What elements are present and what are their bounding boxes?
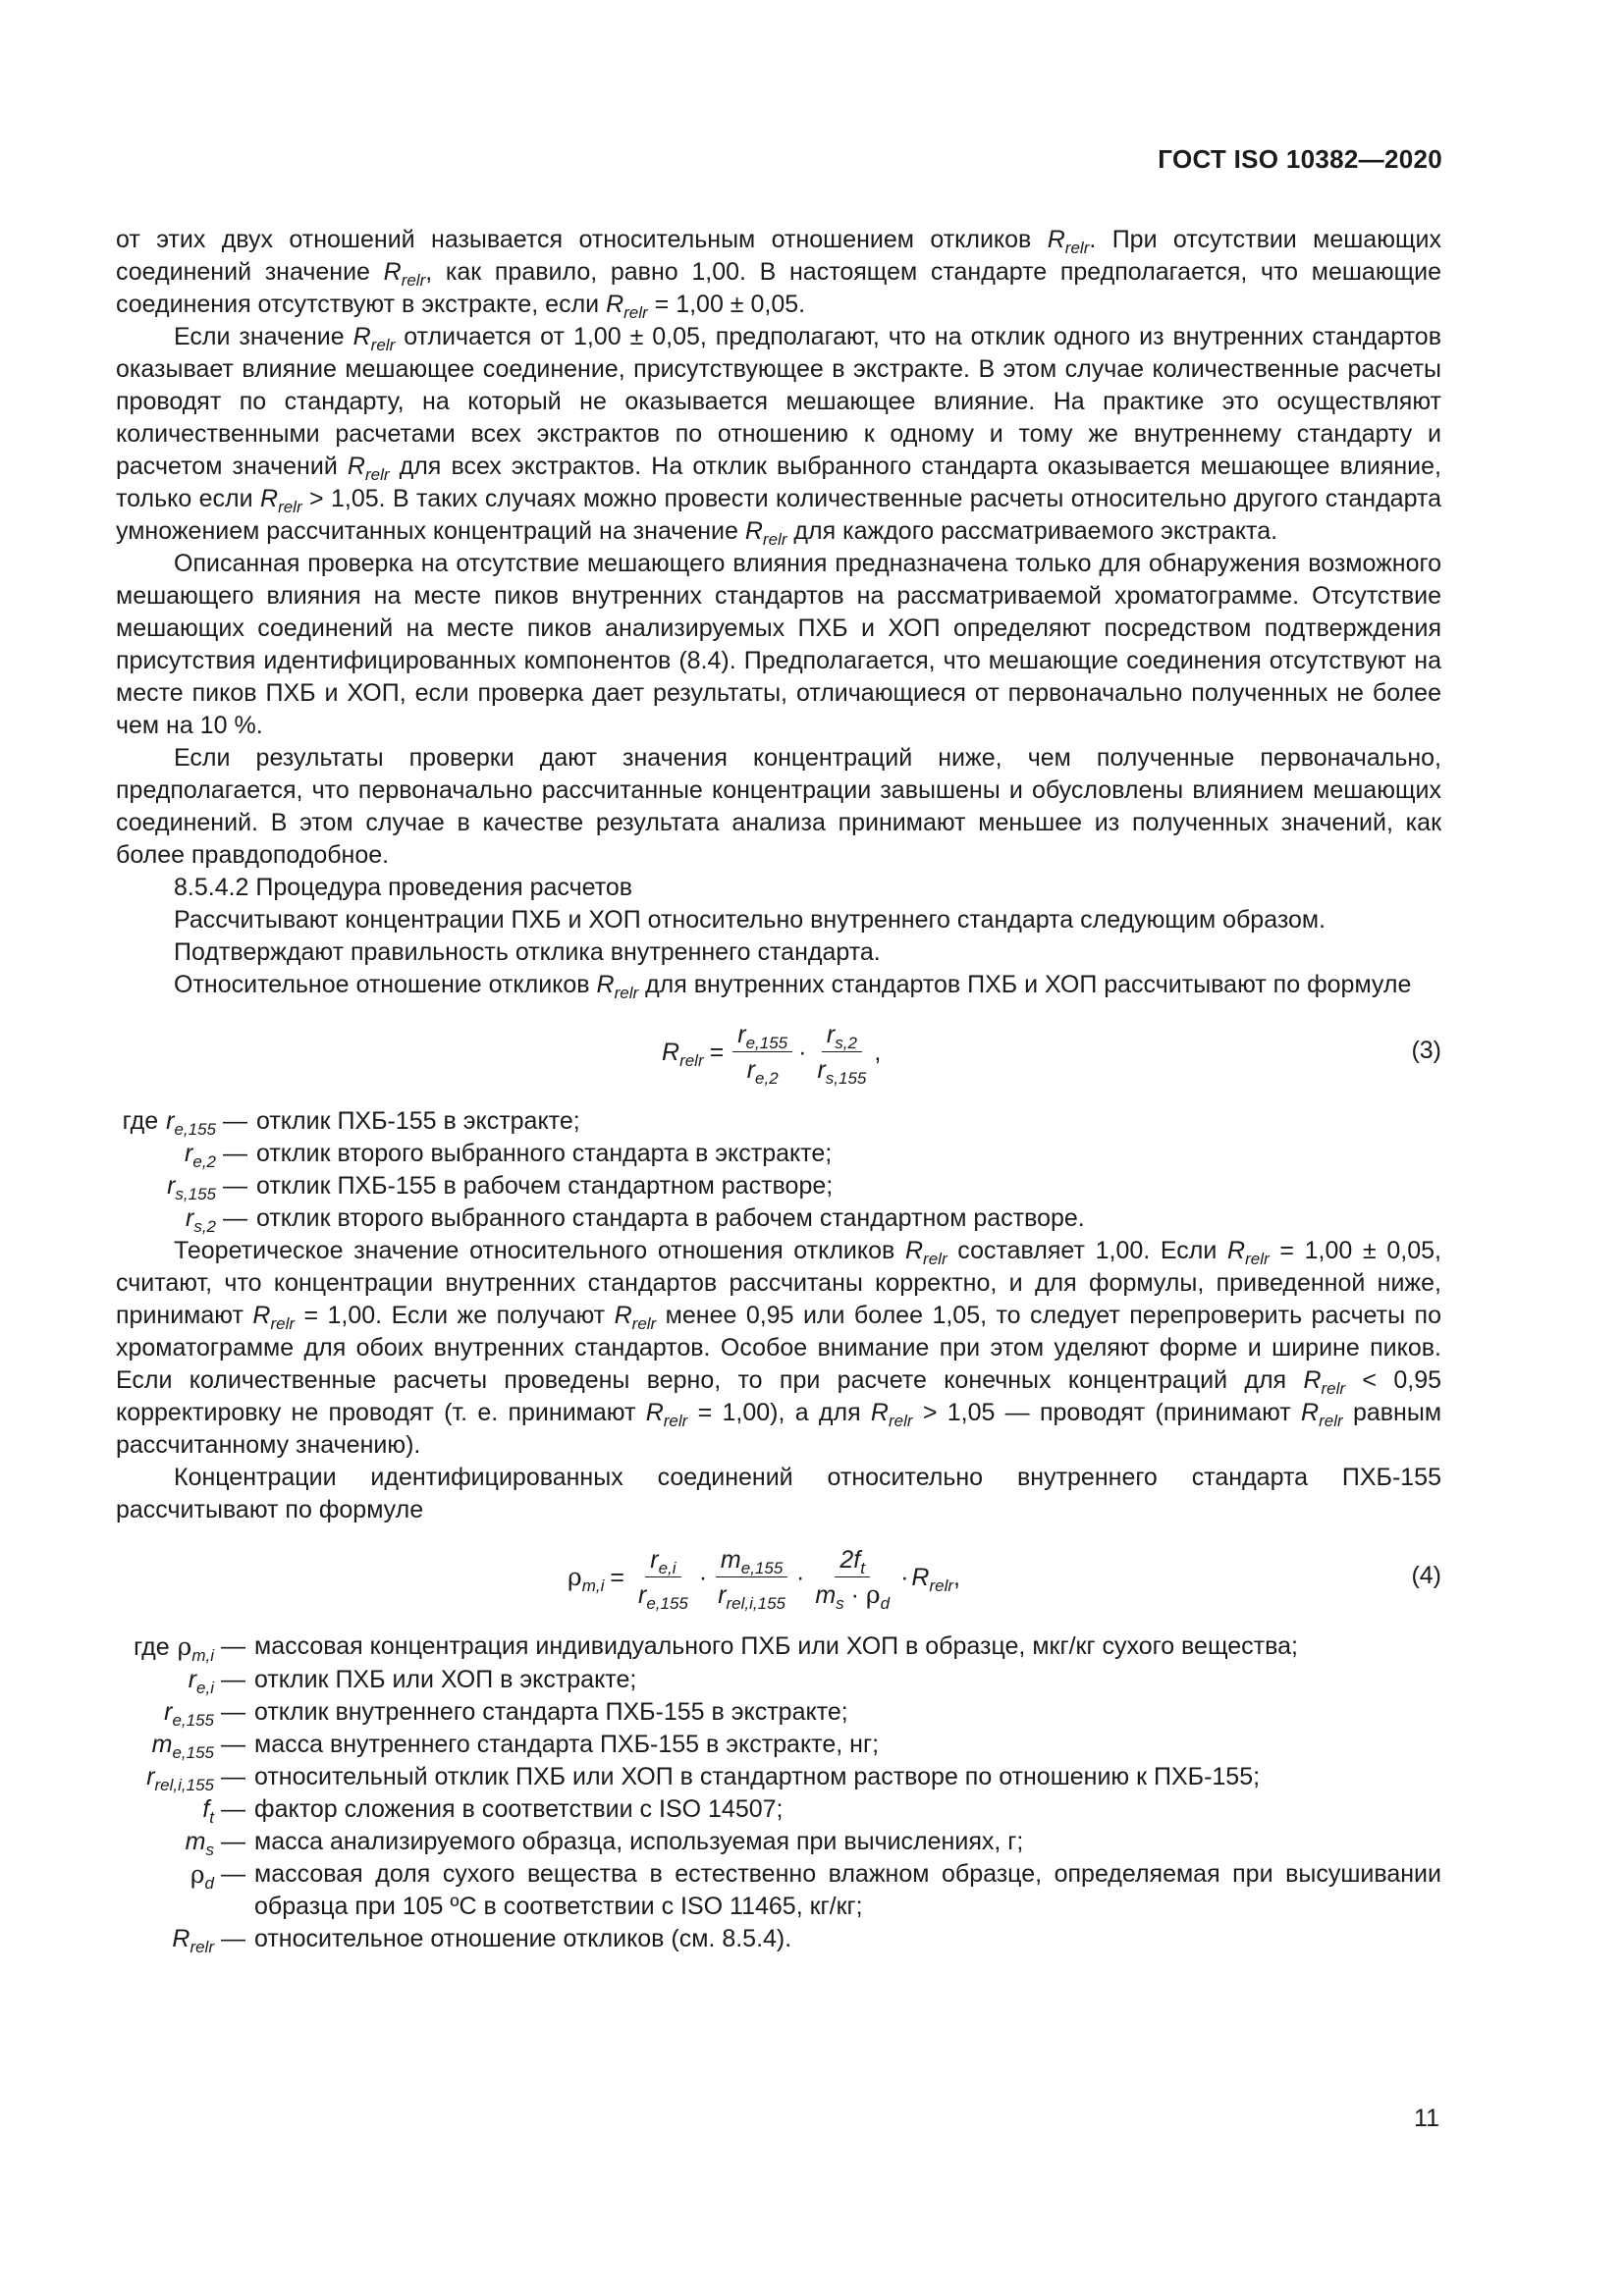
where-description: отклик ПХБ-155 в экстракте; (256, 1107, 580, 1135)
where-symbol: $r_{e,155}$ (164, 1698, 214, 1730)
rrel-symbol: $R_{relr}$ (614, 1302, 657, 1333)
rrel-symbol: $R_{relr}$ (260, 485, 302, 516)
fraction-ei-over-e155: $\frac{r_{e,i}}{r_{e,155}}$ (637, 1546, 688, 1613)
where-item: $R_{relr}$ — относительное отношение откликов (см. 8.5.4). (116, 1923, 1441, 1955)
paragraph-rrel-definition: от этих двух отношений называется относительным отношением откликов $R_{relr}$. При отсутствии мешающих соединений значение $R_{relr}$, как правило, равно 1,00. В настоящем стандарте предполагается, что мешающие соединения отсутствуют в экстракте, если $R_{relr} = 1,00 \pm 0,05$. (116, 226, 1442, 322)
formula-3 (116, 1005, 1441, 1099)
where-symbol: $m_{e,155}$ (151, 1731, 214, 1762)
where-symbol: $\rho_d$ (189, 1860, 214, 1893)
where-description: отклик ПХБ-155 в рабочем стандартном растворе; (256, 1172, 834, 1200)
where-item: $r_{rel,i,155}$ — относительный отклик ПХБ или ХОП в стандартном растворе по отношению к ПХБ-155; (116, 1761, 1441, 1793)
paragraph-confirm-response: Подтверждают правильность отклика внутреннего стандарта. (174, 938, 881, 966)
where-item: $r_{e,2}$ — отклик второго выбранного стандарта в экстракте; (116, 1138, 1441, 1170)
paragraph-rrel-deviation: Если значение $R_{relr}$ отличается от 1,00 ± 0,05, предполагают, что на отклик одного из внутренних стандартов оказывает влияние мешающее соединение, присутствующее в экстракте. В этом случае количественные расчеты проводят по стандарту, на который не оказывается мешающее влияние. На практике это осуществляют количественными расчетами всех экстрактов по отношению к одному и тому же внутреннему стандарту и расчетом значений $R_{relr}$ для всех экстрактов. На отклик выбранного стандарта оказывается мешающее влияние, только если $R_{relr} > 1,05$. В таких случаях можно провести количественные расчеты относительно другого стандарта умножением рассчитанных концентраций на значение $R_{relr}$ для каждого рассматриваемого экстракта. (116, 323, 1442, 549)
where-item: $m_{e,155}$ — масса внутреннего стандарта ПХБ-155 в экстракте, нг; (116, 1729, 1441, 1761)
formula-3-lhs: $R_{relr}$ (662, 1038, 704, 1070)
rrel-symbol: $R_{relr}$ (744, 517, 787, 549)
where-item: $r_{e,155}$ — отклик внутреннего стандарта ПХБ-155 в экстракте; (116, 1696, 1441, 1729)
rrel-symbol: $R_{relr}$ (904, 1237, 947, 1268)
page-content (116, 224, 1441, 1955)
where-description: отклик второго выбранного стандарта в экстракте; (256, 1140, 833, 1167)
fraction-e155-over-e2: $\frac{r_{e,155}}{r_{e,2}}$ (732, 1020, 792, 1085)
formula-4-lhs: $\rho_{m,i}$ (568, 1563, 605, 1595)
rrel-symbol: $R_{relr}$ (870, 1399, 913, 1430)
where-description: массовая доля сухого вещества в естественно влажном образце, определяемая при высушивании образца при 105 ºС в соответствии с ISO 11465, кг/кг; (254, 1860, 1441, 1920)
rrel-symbol: $R_{relr}$ (645, 1399, 688, 1430)
where-list-formula-4 (116, 1630, 1441, 1955)
where-item: $r_{s,2}$ — отклик второго выбранного стандарта в рабочем стандартном растворе. (116, 1202, 1441, 1235)
formula-4-rrel: $R_{relr}$ (911, 1563, 954, 1595)
rrel-symbol: $R_{relr}$ (347, 453, 390, 484)
paragraph-formula4-intro: Концентрации идентифицированных соединений относительно внутреннего стандарта ПХБ-155 рассчитывают по формуле (116, 1464, 1441, 1523)
where-description: относительное отношение откликов (см. 8.5.4). (254, 1925, 792, 1952)
where-description: масса внутреннего стандарта ПХБ-155 в экстракте, нг; (254, 1731, 880, 1758)
equation-number-4: (4) (1411, 1562, 1441, 1589)
where-symbol: $r_{rel,i,155}$ (146, 1763, 214, 1794)
rrel-symbol: $R_{relr}$ (383, 258, 426, 290)
fraction-me155-over-rreli155: $\frac{m_{e,155}}{r_{rel,i,155}}$ (713, 1545, 790, 1610)
where-item: $f_t$ — фактор сложения в соответствии с ISO 14507; (116, 1793, 1441, 1826)
where-item: где $r_{e,155}$ — отклик ПХБ-155 в экстракте; (116, 1105, 1441, 1138)
where-symbol: где $\rho_{m,i}$ (134, 1632, 214, 1665)
where-item: $r_{e,i}$ — отклик ПХБ или ХОП в экстракте; (116, 1664, 1441, 1696)
fraction-2ft-over-ms-rhod: $\frac{2f_t}{m_s \cdot \rho_d}$ (815, 1546, 891, 1613)
rrel-symbol: $R_{relr}$ (352, 323, 396, 354)
formula-3-body: $R_{relr}$ = $\frac{r_{e,155}}{r_{e,2}}$ · $\frac{r_{s,2}}{r_{s,155}}$ , (662, 1021, 882, 1088)
where-item: где $\rho_{m,i}$ — массовая концентрация индивидуального ПХБ или ХОП в образце, мкг/кг сухого вещества; (116, 1630, 1441, 1664)
where-item: $r_{s,155}$ — отклик ПХБ-155 в рабочем стандартном растворе; (116, 1170, 1441, 1202)
where-description: отклик ПХБ или ХОП в экстракте; (254, 1666, 637, 1693)
where-symbol: $R_{relr}$ (172, 1925, 214, 1956)
where-description: масса анализируемого образца, используемая при вычислениях, г; (254, 1828, 1024, 1855)
rrel-symbol: $R_{relr}$ (596, 971, 639, 1002)
section-heading: 8.5.4.2 Процедура проведения расчетов (174, 874, 633, 901)
paragraph-interference-check: Описанная проверка на отсутствие мешающего влияния предназначена только для обнаружения возможного мешающего влияния на месте пиков внутренних стандартов на рассматриваемой хроматограмме. Отсутствие мешающих соединений на месте пиков анализируемых ПХБ и ХОП определяют посредством подтверждения присутствия идентифицированных компонентов (8.4). Предполагается, что мешающие соединения отсутствуют на месте пиков ПХБ и ХОП, если проверка дает результаты, отличающиеся от первоначально полученных не более чем на 10 %. (116, 550, 1441, 739)
where-symbol: $r_{s,2}$ (185, 1204, 216, 1236)
rrel-symbol: $R_{relr}$ (1301, 1399, 1343, 1430)
where-symbol: $f_t$ (202, 1795, 214, 1827)
rrel-symbol: $R_{relr}$ (252, 1302, 296, 1333)
formula-4 (116, 1530, 1441, 1625)
rrel-symbol: $R_{relr}$ (1047, 226, 1090, 257)
where-symbol: $r_{e,i}$ (188, 1666, 214, 1697)
where-symbol: $r_{s,155}$ (167, 1172, 216, 1203)
where-symbol: $r_{e,2}$ (185, 1140, 216, 1171)
where-description: отклик внутреннего стандарта ПХБ-155 в экстракте; (254, 1698, 848, 1726)
where-symbol: $m_s$ (185, 1828, 214, 1859)
where-item: $m_s$ — масса анализируемого образца, используемая при вычислениях, г; (116, 1826, 1441, 1858)
rrel-symbol: $R_{relr}$ (606, 291, 648, 322)
paragraph-calculate-concentrations: Рассчитывают концентрации ПХБ и ХОП относительно внутреннего стандарта следующим образом. (174, 906, 1326, 934)
rrel-symbol: $R_{relr}$ (1227, 1237, 1270, 1268)
equation-number-3: (3) (1411, 1037, 1441, 1064)
fraction-s2-over-s155: $\frac{r_{s,2}}{r_{s,155}}$ (817, 1021, 867, 1088)
where-description: массовая концентрация индивидуального ПХБ или ХОП в образце, мкг/кг сухого вещества; (254, 1632, 1298, 1660)
where-description: относительный отклик ПХБ или ХОП в стандартном растворе по отношению к ПХБ-155; (254, 1763, 1261, 1790)
paragraph-formula3-intro: Относительное отношение откликов $R_{relr}$ для внутренних стандартов ПХБ и ХОП рассчитывают по формуле (174, 971, 1412, 1002)
where-description: фактор сложения в соответствии с ISO 14507; (254, 1795, 784, 1823)
formula-4-body: $\rho_{m,i}$ = $\frac{r_{e,i}}{r_{e,155}}$ · $\frac{m_{e,155}}{r_{rel,i,155}}$ · $\frac{2f_t}{m_s \cdot \rho_d}$ · $R_{relr}$ , (568, 1546, 960, 1613)
where-description: отклик второго выбранного стандарта в рабочем стандартном растворе. (256, 1204, 1085, 1232)
page-number: 11 (1414, 2105, 1439, 2132)
rrel-symbol: $R_{relr}$ (1303, 1366, 1346, 1398)
paragraph-rrel-theoretical: Теоретическое значение относительного отношения откликов $R_{relr}$ составляет 1,00. Если $R_{relr} = 1,00 \pm 0,05$, считают, что концентрации внутренних стандартов рассчитаны корректно, и для формулы, приведенной ниже, принимают $R_{relr} = 1,00$. Если же получают $R_{relr}$ менее 0,95 или более 1,05, то следует перепроверить расчеты по хроматограмме для обоих внутренних стандартов. Особое внимание при этом уделяют форме и ширине пиков. Если количественные расчеты проведены верно, то при расчете конечных концентраций для $R_{relr} < 0,95$ корректировку не проводят (т. е. принимают $R_{relr} = 1,00$), а для $R_{relr} > 1,05$ — проводят (принимают $R_{relr}$ равным рассчитанному значению). (116, 1237, 1442, 1459)
where-list-formula-3 (116, 1105, 1441, 1235)
where-symbol: где $r_{e,155}$ (122, 1107, 216, 1139)
where-item: $\rho_d$ — массовая доля сухого вещества в естественно влажном образце, определяемая при высушивании образца при 105 ºС в соответствии с ISO 11465, кг/кг; (116, 1858, 1441, 1923)
paragraph-lower-results: Если результаты проверки дают значения концентраций ниже, чем полученные первоначально, предполагается, что первоначально рассчитанные концентрации завышены и обусловлены влиянием мешающих соединений. В этом случае в качестве результата анализа принимают меньшее из полученных значений, как более правдоподобное. (116, 744, 1441, 869)
document-header: ГОСТ ISO 10382—2020 (1158, 144, 1442, 174)
